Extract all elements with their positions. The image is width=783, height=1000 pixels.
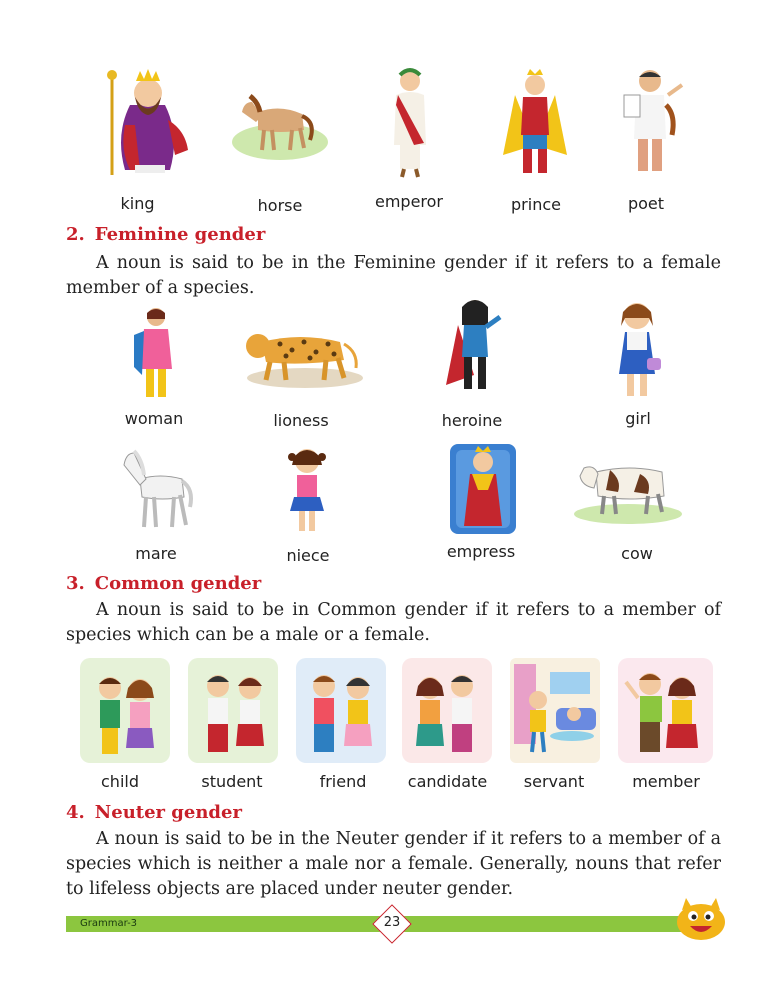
poet-illustration [620,65,690,180]
feminine-title: Feminine gender [94,224,266,245]
student-illustration [188,658,278,763]
caption-woman: woman [124,409,184,428]
footer-book-title: Grammar-3 [80,918,138,929]
horse-illustration [230,82,330,164]
feminine-description [66,251,721,301]
caption-emperor: emperor [374,192,444,211]
feminine-description-text: A noun is said to be in the Feminine gender if it refers to a female member of a species. [66,253,721,298]
common-number: 3. [66,573,85,594]
neuter-heading [66,802,242,823]
caption-girl: girl [625,409,651,428]
caption-lioness: lioness [273,411,329,430]
common-heading [66,573,261,594]
friend-illustration [296,658,386,763]
feminine-heading [66,224,265,245]
mare-illustration [118,445,198,533]
prince-illustration [495,65,575,180]
caption-friend: friend [319,772,367,791]
caption-servant: servant [523,772,585,791]
neuter-description-text: A noun is said to be in the Neuter gender if it refers to a member of a species which is neither a male nor a female. Generally, nouns that refer to lifeless objects are placed under neuter gender. [66,829,721,899]
caption-student: student [201,772,263,791]
page-number: 23 [383,915,401,930]
caption-poet: poet [627,194,665,213]
emperor-illustration [380,65,440,180]
child-illustration [80,658,170,763]
caption-empress: empress [446,542,516,561]
caption-prince: prince [511,195,561,214]
candidate-illustration [402,658,492,763]
caption-king: king [120,194,155,213]
caption-horse: horse [257,196,303,215]
common-title: Common gender [94,573,262,594]
cow-illustration [570,450,685,525]
caption-niece: niece [286,546,330,565]
page-number-badge [375,909,409,939]
caption-member: member [632,772,700,791]
lioness-illustration [240,318,365,390]
member-illustration [618,658,713,763]
common-description [66,598,721,648]
caption-candidate: candidate [407,772,488,791]
neuter-number: 4. [66,802,85,823]
niece-illustration [282,445,332,535]
common-description-text: A noun is said to be in Common gender if it refers to a member of species which can be a male or a female. [66,600,721,645]
girl-illustration [605,298,670,404]
caption-heroine: heroine [441,411,503,430]
feminine-number: 2. [66,224,85,245]
heroine-illustration [440,295,510,405]
caption-mare: mare [135,544,177,563]
neuter-title: Neuter gender [94,802,242,823]
neuter-description [66,827,721,902]
caption-cow: cow [621,544,653,563]
mascot-icon [672,896,730,946]
woman-illustration [128,305,183,405]
servant-illustration [510,658,600,763]
empress-illustration [448,440,518,536]
caption-child: child [101,772,139,791]
king-illustration [100,65,195,180]
